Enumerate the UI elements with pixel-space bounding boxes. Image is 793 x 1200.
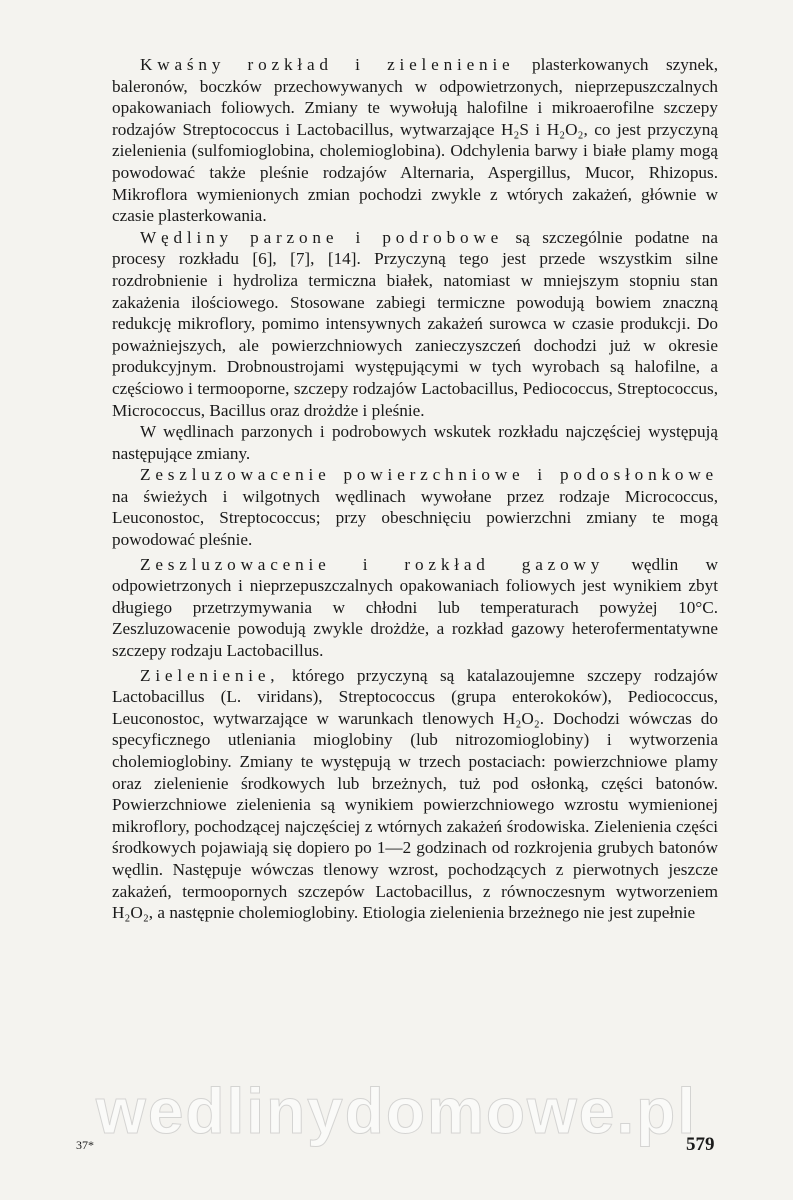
paragraph: [112, 665, 718, 924]
watermark: wedlinydomowe.pl: [96, 1075, 697, 1147]
spaced-heading: Kwaśny rozkład i zielenienie: [140, 55, 515, 74]
paragraph: [112, 554, 718, 662]
paragraph-text: W wędlinach parzonych i podrobowych wskutek rozkładu najczęściej występują następujące zmiany.: [112, 422, 718, 463]
spaced-heading: Zeszluzowacenie i rozkład gazowy: [140, 554, 605, 574]
paragraph: [112, 54, 718, 227]
spaced-heading: Zeszluzowacenie powierzchniowe i podosłonkowe: [140, 465, 718, 485]
body-text: [112, 54, 718, 924]
spaced-heading: Wędliny parzone i podrobowe: [140, 227, 504, 247]
paragraph: [112, 421, 718, 464]
paragraph-text: wędlin w odpowietrzonych i nieprzepuszczalnych opakowaniach foliowych jest wynikiem zbyt długiego przetrzymywania w chłodni lub temperaturach powyżej 10°C. Zeszluzowacenie powodują zwykle drożdże, a rozkład gazowy heterofermentatywne szczepy rodzaju Lactobacillus.: [112, 554, 718, 661]
paragraph-text: na świeżych i wilgotnych wędlinach wywołane przez rodzaje Micrococcus, Leuconostoc, Streptococcus; przy obeschnięciu powierzchni zmiany te mogą powodować pleśnie.: [112, 486, 718, 550]
paragraph-text: którego przyczyną są katalazoujemne szczepy rodzajów Lactobacillus (L. viridans), Streptococcus (grupa enterokoków), Pediococcus, Leuconostoc, wytwarzające w warunkach tlenowych H₂O₂. Dochodzi wówczas do specyficznego utleniania mioglobiny (lub nitrozomioglobiny) i wytworzenia cholemioglobiny. Zmiany te występują w trzech postaciach: powierzchniowe plamy oraz zielenienie środkowych lub brzeżnych, tuż pod osłonką, części batonów. Powierzchniowe zielenienia są wynikiem powierzchniowego wzrostu wymienionej mikroflory, pochodzącej najczęściej z wtórnych zakażeń środowiska. Zielenienia części środkowych pojawiają się dopiero po 1—2 godzinach od rozkrojenia grubych batonów wędlin. Następuje wówczas tlenowy wzrost, pochodzących z pierwotnych jeszcze zakażeń, termoopornych szczepów Lactobacillus, z równoczesnym wytworzeniem H₂O₂, a następnie cholemioglobiny. Etiologia zielenienia brzeżnego nie jest zupełnie: [112, 665, 718, 923]
paragraph: [112, 227, 718, 421]
paragraph-text: są szczególnie podatne na procesy rozkładu [6], [7], [14]. Przyczyną tego jest przede wszystkim silne rozdrobnienie i hydroliza termiczna białek, natomiast w mniejszym stopniu stan zakażenia ilościowego. Stosowane zabiegi termiczne powodują bowiem znaczną redukcję mikroflory, pomimo intensywnych zakażeń surowca w czasie produkcji. Do poważniejszych, ale powierzchniowych zanieczyszczeń dochodzi już w okresie produkcyjnym. Drobnoustrojami występującymi w tych wyrobach są halofilne, a częściowo i termooporne, szczepy rodzajów Lactobacillus, Pediococcus, Streptococcus, Micrococcus, Bacillus oraz drożdże i pleśnie.: [112, 227, 718, 420]
page-number: 579: [686, 1134, 715, 1155]
spaced-heading: Zielenienie,: [140, 665, 280, 685]
printer-signature: 37*: [76, 1138, 94, 1152]
paragraph-text: plasterkowanych szynek, baleronów, boczków przechowywanych w odpowietrzonych, nieprzepuszczalnych opakowaniach foliowych. Zmiany te wywołują halofilne i mikroaerofilne szczepy rodzajów Streptococcus i Lactobacillus, wytwarzające H₂S i H₂O₂, co jest przyczyną zielenienia (sulfomioglobina, cholemioglobina). Odchylenia barwy i białe plamy mogą powodować także pleśnie rodzajów Alternaria, Aspergillus, Mucor, Rhizopus. Mikroflora wymienionych zmian pochodzi zwykle z wtórych zakażeń, głównie w czasie plasterkowania.: [112, 55, 718, 226]
paragraph: [112, 464, 718, 550]
page-footer: [0, 1120, 793, 1180]
